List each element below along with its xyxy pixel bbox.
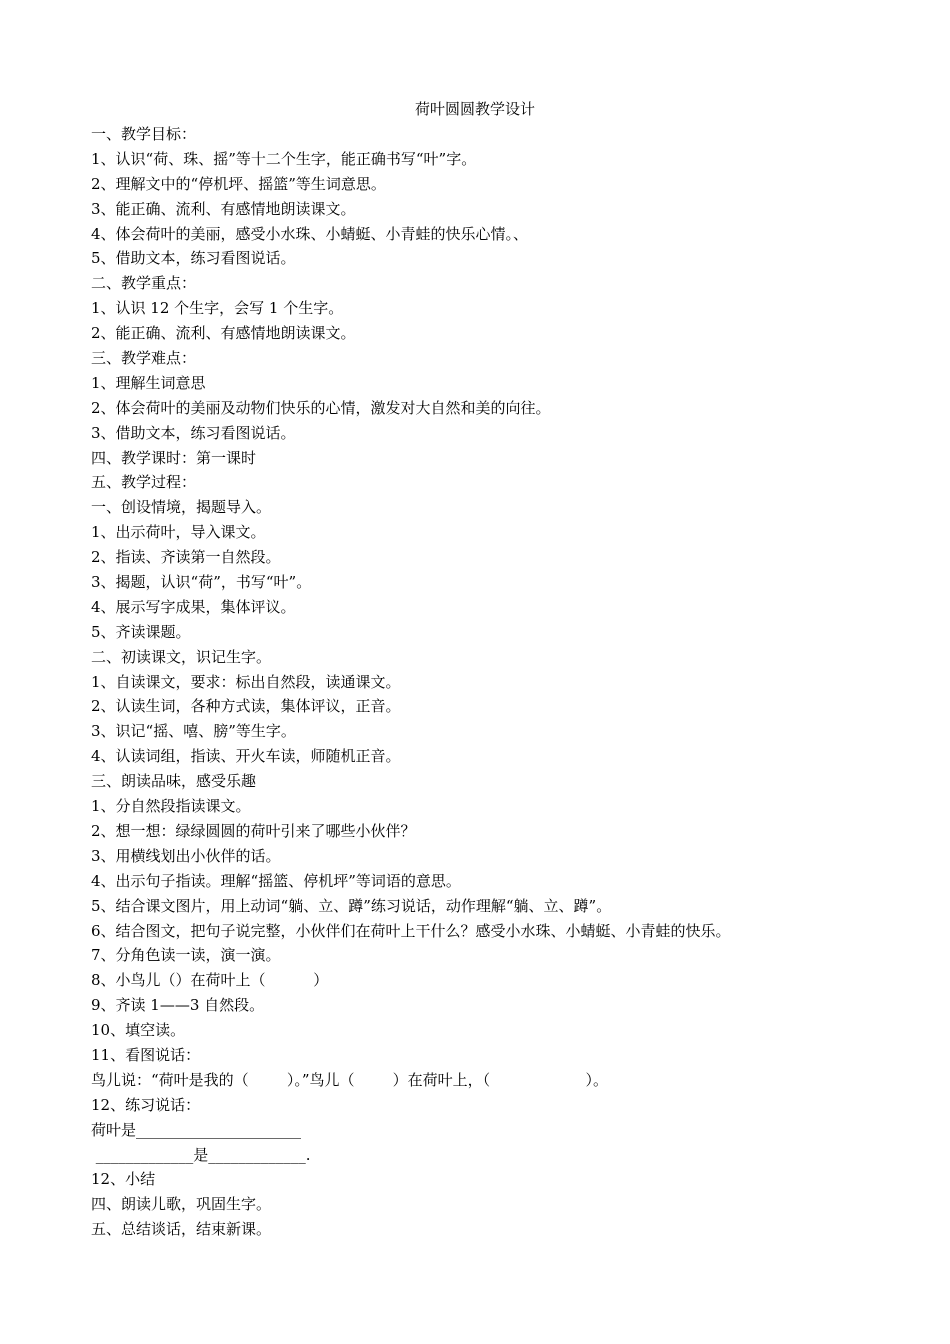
text-line: 3、借助文本，练习看图说话。 <box>91 423 296 442</box>
text-line: 8、小鸟儿（）在荷叶上（ ） <box>91 971 329 990</box>
text-line: 1、自读课文，要求：标出自然段，读通课文。 <box>91 672 401 691</box>
text-line: 1、出示荷叶，导入课文。 <box>91 523 266 542</box>
document-body <box>91 122 911 1242</box>
text-line: 3、揭题，认识“荷”，书写“叶”。 <box>91 573 312 592</box>
text-line: 12、小结 <box>91 1170 156 1189</box>
text-line: _____________是_____________. <box>91 1145 311 1164</box>
text-line: 鸟儿说：“荷叶是我的（ ）。”鸟儿（ ）在荷叶上，（ ）。 <box>91 1070 608 1089</box>
text-line: 1、分自然段指读课文。 <box>91 797 251 816</box>
text-line: 3、用横线划出小伙伴的话。 <box>91 846 281 865</box>
text-line: 2、能正确、流利、有感情地朗读课文。 <box>91 324 356 343</box>
text-line: 11、看图说话： <box>91 1045 201 1064</box>
text-line: 三、朗读品味，感受乐趣 <box>91 772 257 791</box>
text-line: 五、总结谈话，结束新课。 <box>91 1220 272 1239</box>
document-title: 荷叶圆圆教学设计 <box>414 100 535 118</box>
text-line: 1、认识 12 个生字，会写 1 个生字。 <box>91 299 344 318</box>
text-line: 一、教学目标： <box>91 125 197 143</box>
text-line: 2、想一想：绿绿圆圆的荷叶引来了哪些小伙伴？ <box>91 821 416 840</box>
text-line: 四、教学课时：第一课时 <box>91 448 257 467</box>
text-line: 2、理解文中的“停机坪、摇篮”等生词意思。 <box>91 174 386 193</box>
text-line: 12、练习说话： <box>91 1095 201 1114</box>
text-line: 3、识记“摇、嘻、膀”等生字。 <box>91 722 296 741</box>
text-line: 二、教学重点： <box>91 274 197 293</box>
text-line: 6、结合图文，把句子说完整，小伙伴们在荷叶上干什么？感受小水珠、小蜻蜓、小青蛙的快乐。 <box>91 921 731 940</box>
text-line: 二、初读课文，识记生字。 <box>91 647 272 666</box>
text-line: 4、展示写字成果，集体评议。 <box>91 597 296 616</box>
text-line: 4、认读词组，指读、开火车读，师随机正音。 <box>91 747 401 766</box>
text-line: 3、能正确、流利、有感情地朗读课文。 <box>91 199 356 218</box>
text-line: 2、认读生词，各种方式读，集体评议，正音。 <box>91 697 401 716</box>
text-line: 一、创设情境，揭题导入。 <box>91 498 272 517</box>
text-line: 5、齐读课题。 <box>91 622 191 641</box>
text-line: 1、认识“荷、珠、摇”等十二个生字，能正确书写“叶”字。 <box>91 149 477 168</box>
text-line: 4、体会荷叶的美丽，感受小水珠、小蜻蜓、小青蛙的快乐心情。、 <box>91 224 529 243</box>
text-line: 三、教学难点： <box>91 349 197 368</box>
text-line: 五、教学过程： <box>91 473 197 492</box>
text-line: 5、结合课文图片，用上动词“躺、立、蹲”练习说话，动作理解“躺、立、蹲”。 <box>91 896 612 915</box>
text-line: 2、体会荷叶的美丽及动物们快乐的心情，激发对大自然和美的向往。 <box>91 398 551 417</box>
text-line: 四、朗读儿歌，巩固生字。 <box>91 1195 272 1214</box>
text-line: 10、填空读。 <box>91 1021 186 1040</box>
text-line: 7、分角色读一读，演一演。 <box>91 946 281 965</box>
text-line: 1、理解生词意思 <box>91 373 206 392</box>
text-line: 荷叶是______________________ <box>91 1120 302 1139</box>
text-line: 2、指读、齐读第一自然段。 <box>91 548 281 567</box>
text-line: 4、出示句子指读。理解“摇篮、停机坪”等词语的意思。 <box>91 871 461 890</box>
text-line: 5、借助文本，练习看图说话。 <box>91 249 296 268</box>
text-line: 9、齐读 1——3 自然段。 <box>91 996 265 1015</box>
